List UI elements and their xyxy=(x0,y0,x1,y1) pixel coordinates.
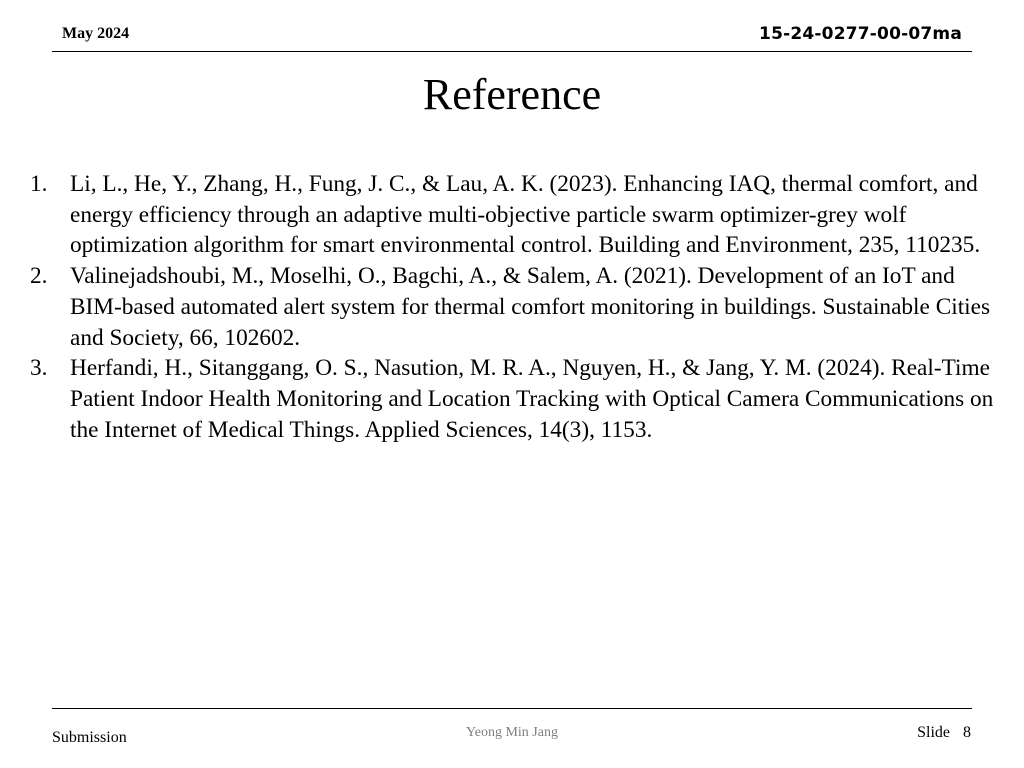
reference-item-1 xyxy=(30,169,1000,261)
slide-label: Slide xyxy=(917,724,950,741)
reference-number: 1. xyxy=(30,171,48,197)
reference-item-3 xyxy=(30,353,1000,445)
slide-number-value: 8 xyxy=(963,724,971,741)
reference-list xyxy=(30,169,1000,445)
footer-author: Yeong Min Jang xyxy=(466,725,558,740)
footer-submission: Submission xyxy=(52,729,127,746)
reference-number: 3. xyxy=(30,355,48,382)
header-date: May 2024 xyxy=(62,25,130,42)
header-divider xyxy=(52,51,972,52)
slide-number xyxy=(917,724,971,742)
reference-number: 2. xyxy=(30,263,48,290)
reference-text: Li, L., He, Y., Zhang, H., Fung, J. C., & Lau, A. K. (2023). Enhancing IAQ, thermal comfort, and energy efficiency through an adaptive multi-objective particle swarm optimizer-grey wolf optimization algorithm for smart environmental control. Building and Environment, 235, 110235. xyxy=(70,171,981,259)
slide-title: Reference xyxy=(422,70,602,119)
reference-item-2 xyxy=(30,261,1000,353)
document-id: 15-24-0277-00-07ma xyxy=(759,24,962,44)
reference-text: Valinejadshoubi, M., Moselhi, O., Bagchi, A., & Salem, A. (2021). Development of an IoT and BIM-based automated alert system for thermal comfort monitoring in buildings. Sustainable Cities and Society, 66, 102602. xyxy=(70,263,991,351)
footer-divider xyxy=(52,708,972,709)
reference-text: Herfandi, H., Sitanggang, O. S., Nasution, M. R. A., Nguyen, H., & Jang, Y. M. (2024). Real-Time Patient Indoor Health Monitoring and Location Tracking with Optical Camera Communications on the Internet of Medical Things. Applied Sciences, 14(3), 1153. xyxy=(70,355,994,443)
